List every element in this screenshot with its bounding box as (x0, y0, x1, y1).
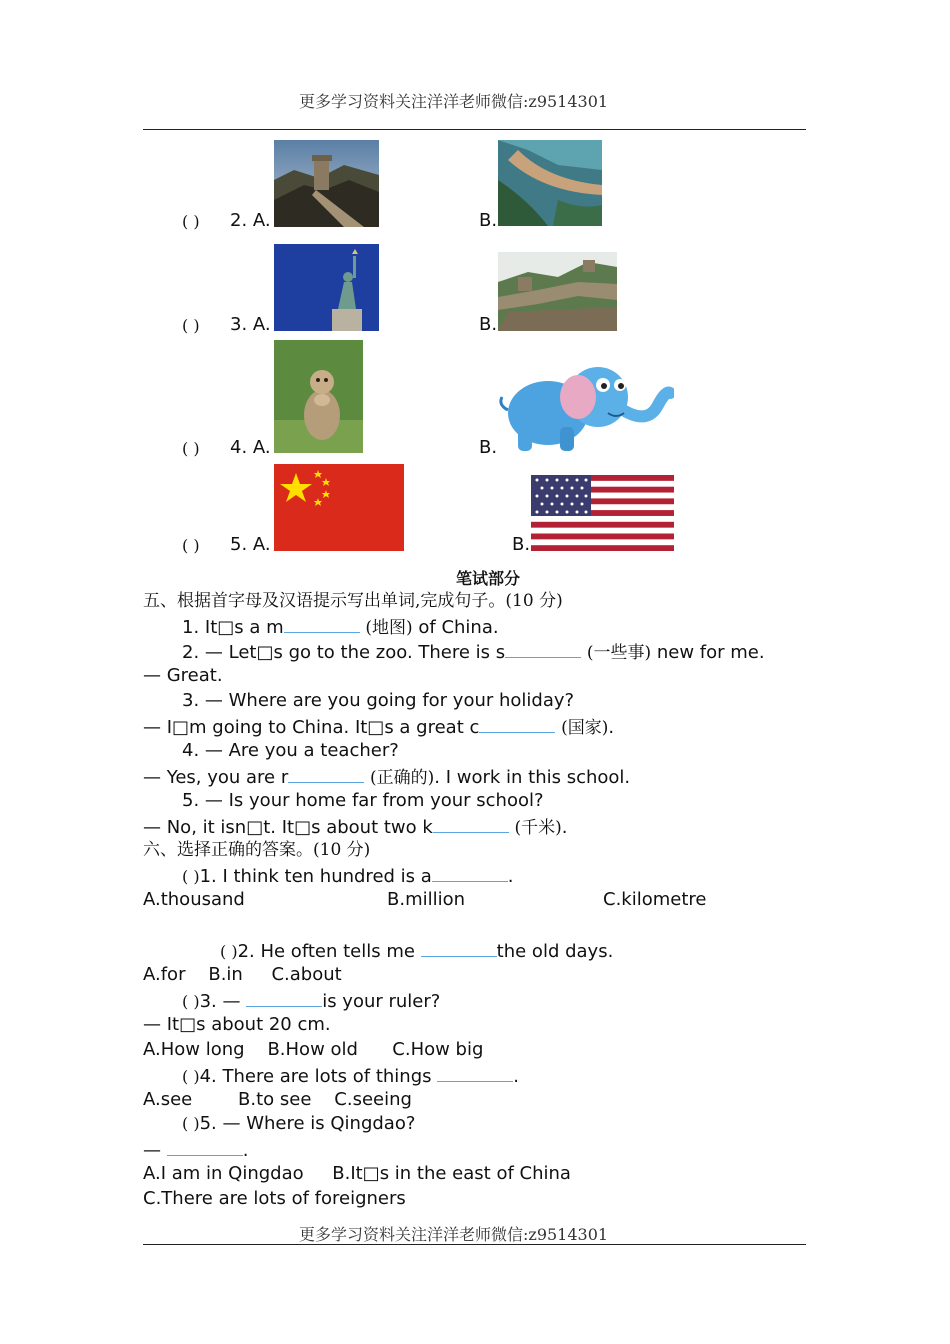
answer-paren[interactable]: ( ) (182, 1114, 200, 1133)
answer-paren[interactable]: ( ) (182, 1067, 200, 1086)
section6-q3 (182, 988, 440, 1014)
section6-q4 (182, 1063, 519, 1089)
question-number: 5. A. (230, 534, 271, 555)
section5-item-5: 5. — Is your home far from your school? (182, 790, 544, 811)
section5-item-1 (182, 614, 499, 640)
answer-blank[interactable] (437, 1063, 513, 1082)
section6-q1 (182, 863, 514, 889)
answer-blank[interactable] (167, 1137, 243, 1156)
item-text: — No, it isn□t. It□s about two k (143, 817, 433, 838)
page-footer: 更多学习资料关注洋洋老师微信:z9514301 (299, 1225, 609, 1244)
question-end: . (242, 1140, 249, 1161)
section5-item-2 (182, 639, 765, 665)
item-text: . (608, 717, 615, 738)
page-header: 更多学习资料关注洋洋老师微信:z9514301 (299, 92, 609, 111)
question-text: 4. There are lots of things (199, 1066, 438, 1087)
item-text: 2. — Let□s go to the zoo. There is s (182, 642, 506, 663)
answer-paren: ( ) (182, 536, 200, 555)
question-number: 4. A. (230, 437, 271, 458)
chinese-hint: (正确的) (369, 768, 435, 788)
chinese-hint: (国家) (561, 718, 609, 738)
answer-blank[interactable] (421, 938, 497, 957)
question-text: 1. I think ten hundred is a (199, 866, 432, 887)
section6-q5-options-1[interactable]: A.I am in Qingdao B.It□s in the east of China (143, 1163, 571, 1184)
answer-blank[interactable] (479, 714, 555, 733)
question-number: 3. A. (230, 314, 271, 335)
written-section-title: 笔试部分 (456, 569, 521, 588)
section6-q2-options[interactable]: A.for B.in C.about (143, 964, 342, 985)
header-rule (143, 129, 806, 130)
question-number: 2. A. (230, 210, 271, 231)
section5-item-5-answer (143, 814, 568, 840)
item-text: — I□m going to China. It□s a great c (143, 717, 480, 738)
footer-rule (143, 1244, 806, 1245)
item-text: new for me. (651, 642, 765, 663)
option-c[interactable]: C.kilometre (603, 889, 707, 910)
item-text: — Yes, you are r (143, 767, 289, 788)
option-b-label: B. (479, 314, 498, 335)
section6-q5 (182, 1112, 415, 1136)
item-text: . I work in this school. (434, 767, 631, 788)
question-end: . (507, 866, 514, 887)
section5-item-3: 3. — Where are you going for your holiday? (182, 690, 575, 711)
answer-blank[interactable] (246, 988, 322, 1007)
china-flag[interactable] (274, 464, 404, 551)
item-text: 1. It□s a m (182, 617, 284, 638)
answer-blank[interactable] (288, 764, 364, 783)
option-b[interactable]: B.million (387, 889, 466, 910)
option-b-label: B. (512, 534, 531, 555)
item-text: of China. (412, 617, 499, 638)
section5-item-4: 4. — Are you a teacher? (182, 740, 399, 761)
answer-paren[interactable]: ( ) (182, 867, 200, 886)
question-text: is your ruler? (322, 991, 441, 1012)
question-text: 2. He often tells me (237, 941, 421, 962)
item-text: . (561, 817, 568, 838)
section6-score: (10 分) (313, 840, 371, 860)
option-b-label: B. (479, 437, 498, 458)
chinese-hint: (千米) (514, 818, 562, 838)
great-wall-photo[interactable] (498, 252, 617, 331)
section5-item-4-answer (143, 764, 630, 790)
section6-title: 六、选择正确的答案。 (143, 840, 313, 860)
answer-blank[interactable] (432, 863, 508, 882)
question-text: 5. — Where is Qingdao? (199, 1113, 416, 1134)
section6-q4-options[interactable]: A.see B.to see C.seeing (143, 1089, 412, 1110)
answer-blank[interactable] (505, 639, 581, 658)
great-wall-photo[interactable] (274, 140, 379, 227)
section5-line: — Great. (143, 665, 223, 686)
section5-item-3-answer (143, 714, 614, 740)
answer-paren[interactable]: ( ) (220, 942, 238, 961)
answer-paren[interactable]: ( ) (182, 992, 200, 1011)
answer-paren: ( ) (182, 316, 200, 335)
answer-blank[interactable] (433, 814, 509, 833)
usa-flag[interactable] (531, 475, 674, 551)
section5-title: 五、根据首字母及汉语提示写出单词,完成句子。 (143, 591, 506, 611)
answer-paren: ( ) (182, 212, 200, 231)
section6-heading (143, 838, 370, 862)
section6-q5-options-2[interactable]: C.There are lots of foreigners (143, 1188, 406, 1209)
answer-paren: ( ) (182, 439, 200, 458)
statue-of-liberty-photo[interactable] (274, 244, 379, 331)
cartoon-elephant[interactable] (498, 355, 674, 455)
chinese-hint: (一些事) (586, 643, 652, 663)
option-a[interactable]: A.thousand (143, 889, 245, 910)
section6-q5-answer-line (143, 1137, 248, 1163)
answer-dash: — (143, 1140, 167, 1161)
section6-q3-options[interactable]: A.How long B.How old C.How big (143, 1039, 484, 1060)
option-b-label: B. (479, 210, 498, 231)
question-end: . (513, 1066, 519, 1087)
chinese-hint: (地图) (365, 618, 413, 638)
section6-q3-answer: — It□s about 20 cm. (143, 1014, 331, 1035)
monkey-photo[interactable] (274, 340, 363, 453)
answer-blank[interactable] (284, 614, 360, 633)
section5-score: (10 分) (505, 591, 563, 611)
river-valley-photo[interactable] (498, 140, 602, 226)
section6-q2 (220, 938, 613, 964)
question-text: 3. — (199, 991, 247, 1012)
question-text: the old days. (496, 941, 614, 962)
section5-heading (143, 589, 563, 613)
